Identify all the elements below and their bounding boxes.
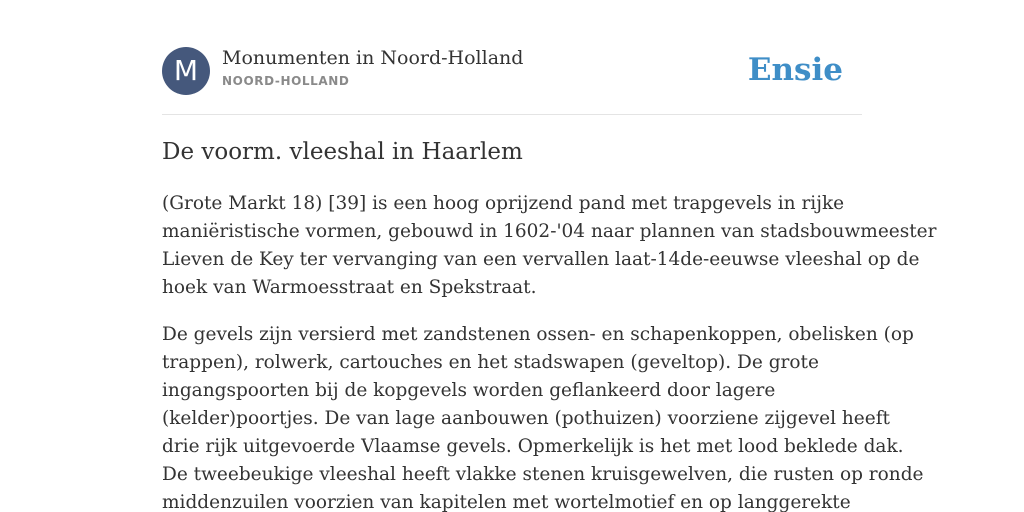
paragraph [162, 190, 937, 302]
article-body [162, 190, 937, 512]
paragraph [162, 321, 924, 512]
text-line: middenzuilen voorzien van kapitelen met wortelmotief en op langgerekte [162, 492, 851, 512]
text-line: Lieven de Key ter vervanging van een vervallen laat-14de-eeuwse vleeshal op de [162, 249, 920, 270]
text-line: drie rijk uitgevoerde Vlaamse gevels. Opmerkelijk is het met lood beklede dak. [162, 436, 904, 457]
collection-subtitle: NOORD-HOLLAND [222, 74, 350, 88]
avatar[interactable]: M [162, 47, 210, 95]
text-line: ingangspoorten bij de kopgevels worden geflankeerd door lagere [162, 380, 776, 401]
text-line: maniëristische vormen, gebouwd in 1602-'04 naar plannen van stadsbouwmeester [162, 221, 937, 242]
collection-title[interactable]: Monumenten in Noord-Holland [222, 47, 524, 69]
text-line: De gevels zijn versierd met zandstenen ossen- en schapenkoppen, obelisken (op [162, 324, 914, 345]
text-line: (Grote Markt 18) [39] is een hoog oprijzend pand met trapgevels in rijke [162, 193, 845, 214]
header [162, 46, 862, 115]
text-line: trappen), rolwerk, cartouches en het stadswapen (geveltop). De grote [162, 352, 819, 373]
article-title: De voorm. vleeshal in Haarlem [162, 139, 523, 165]
text-line: hoek van Warmoesstraat en Spekstraat. [162, 277, 537, 298]
text-line: (kelder)poortjes. De van lage aanbouwen (pothuizen) voorziene zijgevel heeft [162, 408, 890, 429]
text-line: De tweebeukige vleeshal heeft vlakke stenen kruisgewelven, die rusten op ronde [162, 464, 924, 485]
ensie-logo[interactable]: Ensie [747, 52, 843, 88]
